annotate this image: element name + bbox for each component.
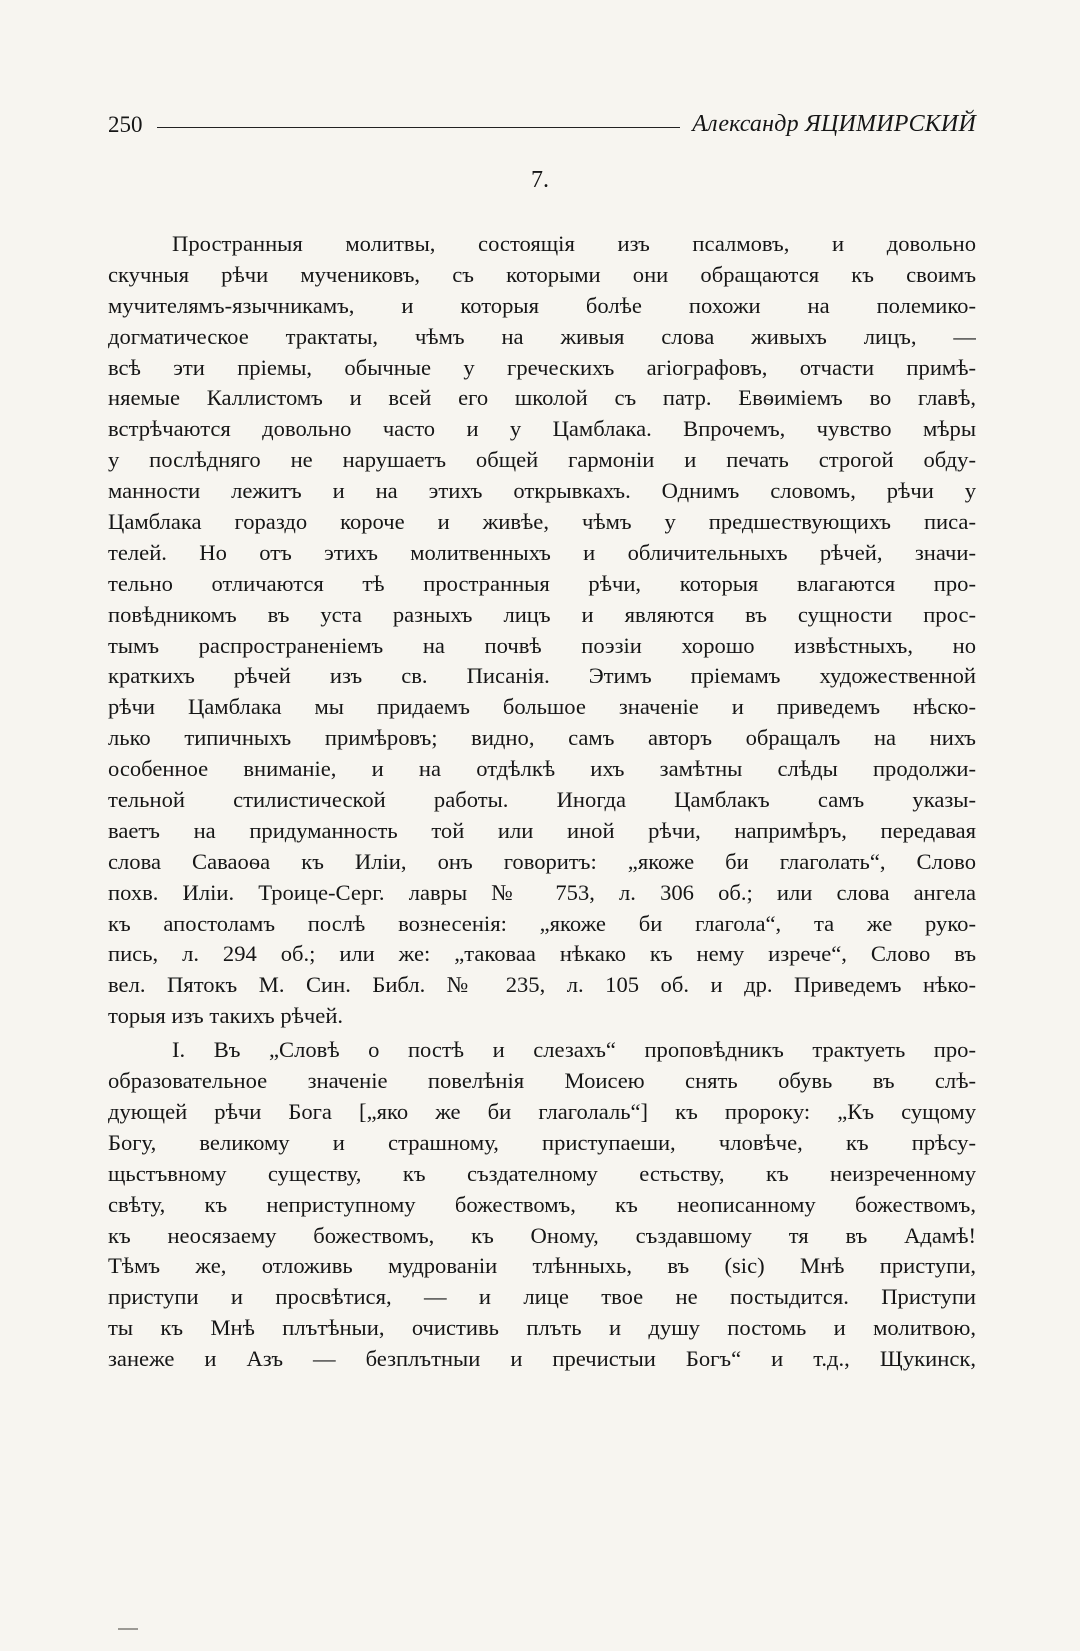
running-author: Александр ЯЦИМИРСКИЙ xyxy=(692,111,976,137)
text-line: тельно отличаются тѣ пространныя рѣчи, которыя влагаются про- xyxy=(108,570,976,596)
text-line: краткихъ рѣчей изъ св. Писанія. Этимъ пріемамъ художественной xyxy=(108,663,976,689)
text-line: занеже и Азъ — безплътныи и пречистыи Богъ“ и т.д., Щукинск, xyxy=(108,1346,976,1372)
text-line: тельной стилистической работы. Иногда Цамблакъ самъ указы- xyxy=(108,787,976,813)
text-line: мучителямъ-язычникамъ, и которыя болѣе похожи на полемико- xyxy=(108,292,976,318)
text-line: манности лежитъ и на этихъ открывкахъ. Однимъ словомъ, рѣчи у xyxy=(108,478,976,504)
text-line: слова Саваоѳа къ Иліи, онъ говоритъ: „якоже би глаголать“, Слово xyxy=(108,848,976,874)
text-line: телей. Но отъ этихъ молитвенныхъ и обличительныхъ рѣчей, значи- xyxy=(108,539,976,565)
text-line: къ неосязаему божествомъ, къ Оному, създавшому тя въ Адамѣ! xyxy=(108,1222,976,1248)
text-line: Пространныя молитвы, состоящія изъ псалмовъ, и довольно xyxy=(172,231,976,256)
body-text xyxy=(108,229,976,1375)
text-line: Богу, великому и страшному, приступаеши, чловѣче, къ прѣсу- xyxy=(108,1129,976,1155)
text-line: торыя изъ такихъ рѣчей. xyxy=(108,1003,344,1029)
text-line: скучныя рѣчи мучениковъ, съ которыми они обращаются къ своимъ xyxy=(108,261,976,287)
text-line: образовательное значеніе повелѣнія Моисею снять обувь въ слѣ- xyxy=(108,1068,976,1094)
text-line: повѣдникомъ въ уста разныхъ лицъ и являются въ сущности прос- xyxy=(108,601,976,627)
text-line: рѣчи Цамблака мы придаемъ большое значеніе и приведемъ нѣско- xyxy=(108,694,976,720)
text-line: I. Въ „Словѣ о постѣ и слезахъ“ проповѣдникъ трактуеть про- xyxy=(172,1037,976,1063)
text-line: щьстъвному существу, къ създателному естьству, къ неизреченному xyxy=(108,1160,976,1186)
text-line: къ апостоламъ послѣ вознесенія: „якоже би глагола“, та же руко- xyxy=(108,910,976,936)
text-line: няемые Каллистомъ и всей его школой съ патр. Евѳиміемъ во главѣ, xyxy=(108,385,976,411)
text-line: похв. Иліи. Троице-Серг. лавры № 753, л. 306 об.; или слова ангела xyxy=(108,879,976,905)
page-number: 250 xyxy=(108,112,143,137)
paragraph-1 xyxy=(108,229,976,1032)
text-line: ваетъ на придуманность той или иной рѣчи, напримѣръ, передавая xyxy=(108,817,976,843)
text-line: догматическое трактаты, чѣмъ на живыя слова живыхъ лицъ, — xyxy=(108,323,976,349)
text-line: лько типичныхъ примѣровъ; видно, самъ авторъ обращалъ на нихъ xyxy=(108,725,976,751)
text-line: приступи и просвѣтися, — и лице твое не постыдится. Приступи xyxy=(108,1284,976,1310)
running-header xyxy=(108,102,976,136)
text-line: ты къ Мнѣ плътѣныи, очистивь плъть и душу постомь и молитвою, xyxy=(108,1315,976,1341)
text-line: свѣту, къ неприступному божествомъ, къ неописанному божествомъ, xyxy=(108,1191,976,1217)
header-rule xyxy=(157,127,681,128)
text-line: встрѣчаются довольно часто и у Цамблака. Впрочемъ, чувство мѣры xyxy=(108,416,976,442)
text-line: пись, л. 294 об.; или же: „таковаа нѣкако къ нему изрече“, Слово въ xyxy=(108,941,976,967)
text-line: Цамблака гораздо короче и живѣе, чѣмъ у предшествующихъ писа- xyxy=(108,509,976,535)
text-line: тымъ распространеніемъ на почвѣ поэзіи хорошо извѣстныхъ, но xyxy=(108,632,976,658)
text-line: всѣ эти пріемы, обычные у греческихъ агіографовъ, отчасти примѣ- xyxy=(108,354,976,380)
paragraph-2 xyxy=(108,1035,976,1375)
text-line: вел. Пятокъ М. Син. Библ. № 235, л. 105 об. и др. Приведемъ нѣко- xyxy=(108,972,976,998)
text-line: Тѣмъ же, отложивь мудрованіи тлѣнныхь, въ (sic) Мнѣ приступи, xyxy=(108,1253,976,1279)
text-line: особенное вниманіе, и на отдѣлкѣ ихъ замѣтны слѣды продолжи- xyxy=(108,756,976,782)
section-number: 7. xyxy=(531,167,549,193)
scan-mark xyxy=(118,1628,138,1630)
text-line: дующей рѣчи Бога [„яко же би глаголаль“] къ пророку: „Къ сущому xyxy=(108,1098,976,1124)
text-line: у послѣдняго не нарушаетъ общей гармоніи и печать строгой обду- xyxy=(108,447,976,473)
